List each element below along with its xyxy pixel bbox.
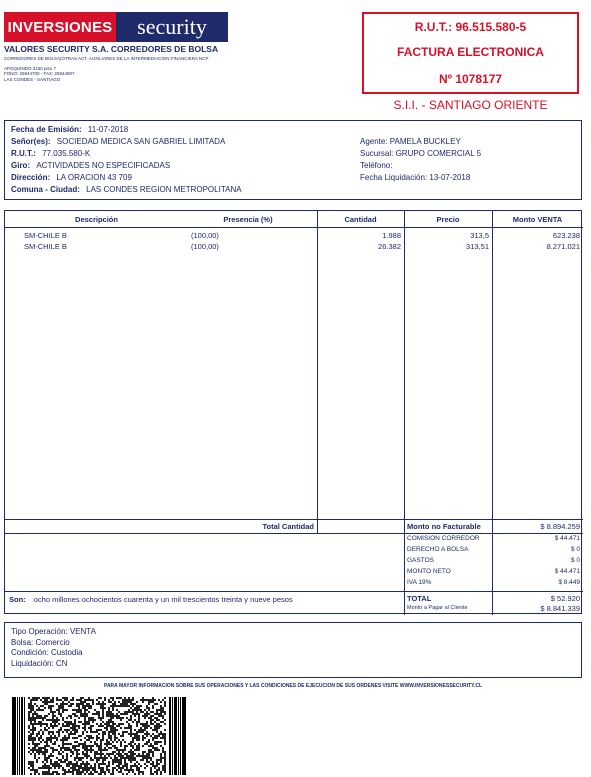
row-precio: 313,51 bbox=[466, 242, 489, 251]
comuna-row bbox=[11, 185, 242, 194]
pdf417-barcode bbox=[12, 697, 186, 775]
charge-value: $ 0 bbox=[570, 546, 580, 553]
monto-no-facturable-label: Monto no Facturable bbox=[407, 522, 481, 531]
client-name-value: SOCIEDAD MEDICA SAN GABRIEL LIMITADA bbox=[56, 137, 226, 146]
son-divider bbox=[5, 591, 583, 592]
giro-label: Giro: bbox=[11, 161, 31, 170]
charge-value: $ 44.471 bbox=[554, 568, 580, 575]
settlement-date: Fecha Liquidación: 13-07-2018 bbox=[360, 173, 471, 182]
total-cantidad-label: Total Cantidad bbox=[262, 522, 314, 531]
row-cantidad: 1.988 bbox=[382, 231, 401, 240]
comuna-label: Comuna - Ciudad: bbox=[11, 185, 80, 194]
issuer-rut: R.U.T.: 96.515.580-5 bbox=[414, 20, 527, 34]
operation-type: Tipo Operación: VENTA bbox=[11, 627, 96, 636]
settlement: Liquidación: CN bbox=[11, 658, 68, 668]
charge-value: $ 0 bbox=[570, 557, 580, 564]
logo-part-inversiones: INVERSIONES bbox=[4, 12, 116, 42]
header-precio: Precio bbox=[436, 215, 460, 224]
row-monto: 623.238 bbox=[552, 231, 580, 240]
items-table bbox=[4, 210, 582, 614]
pay-to-client-label: Monto a Pagar al Cliente bbox=[407, 605, 468, 611]
total-value: $ 52.920 bbox=[550, 594, 580, 603]
agent: Agente: PAMELA BUCKLEY bbox=[360, 137, 461, 146]
address-line-2: FONO: 25844700 - FAX: 25844807 bbox=[4, 71, 75, 77]
totals-divider bbox=[5, 533, 583, 534]
address-label: Dirección: bbox=[11, 173, 51, 182]
charge-value: $ 44.471 bbox=[554, 535, 580, 542]
giro-row bbox=[11, 161, 170, 170]
header-monto: Monto VENTA bbox=[512, 215, 563, 224]
pay-to-client-value: $ 8.841.339 bbox=[540, 604, 580, 613]
condition: Condición: Custodia bbox=[11, 648, 83, 657]
issue-date-value: 11-07-2018 bbox=[87, 125, 129, 134]
exchange: Bolsa: Comercio bbox=[11, 637, 70, 647]
invoice-number: Nº 1078177 bbox=[438, 72, 503, 86]
header-descripcion: Descripción bbox=[75, 215, 118, 224]
rut-box bbox=[362, 12, 579, 94]
client-header bbox=[4, 120, 582, 200]
header-cantidad: Cantidad bbox=[344, 215, 377, 224]
row-descripcion: SM-CHILE B bbox=[24, 231, 67, 240]
company-subtitle: CORREDORES DE BOLSA(OTRAS ACT. AUXILIARES DE LA INTERMEDIACION FINANCIERA NCP bbox=[4, 56, 209, 61]
client-rut-value: 77.035.580-K bbox=[42, 149, 91, 158]
monto-no-facturable-value: $ 8.894.259 bbox=[540, 522, 580, 531]
charge-label: IVA 19% bbox=[407, 579, 432, 586]
comuna-value: LAS CONDES REGION METROPOLITANA bbox=[86, 185, 242, 194]
issue-date-row bbox=[11, 125, 128, 134]
charge-value: $ 8.449 bbox=[558, 579, 580, 586]
info-line: PARA MAYOR INFORMACION SOBRE SUS OPERACIONES Y LAS CONDICIONES DE EJECUCION DE SUS ORDENES VISITE WWW.INVERSIONESSECURITY.CL bbox=[103, 683, 482, 689]
address-line-1: APOQUINDO 3150 piso 7 bbox=[4, 66, 57, 71]
phone: Teléfono: bbox=[360, 161, 393, 170]
row-presencia: (100,00) bbox=[191, 242, 219, 251]
company-name: VALORES SECURITY S.A. CORREDORES DE BOLSA bbox=[4, 44, 219, 54]
row-cantidad: 26.382 bbox=[378, 242, 401, 251]
operation-details bbox=[4, 622, 582, 678]
logo-part-security: security bbox=[116, 12, 228, 42]
sii-office: S.I.I. - SANTIAGO ORIENTE bbox=[393, 98, 548, 112]
client-name-label: Señor(es): bbox=[11, 137, 51, 146]
header-presencia: Presencia (%) bbox=[223, 215, 273, 224]
row-descripcion: SM-CHILE B bbox=[24, 242, 67, 251]
address-line-3: LAS CONDES - SANTIAGO bbox=[4, 76, 61, 82]
client-rut-label: R.U.T.: bbox=[11, 149, 36, 158]
branch: Sucursal: GRUPO COMERCIAL 5 bbox=[360, 149, 482, 158]
document-type: FACTURA ELECTRONICA bbox=[397, 45, 544, 59]
charge-label: GASTOS bbox=[407, 557, 434, 564]
row-precio: 313,5 bbox=[470, 231, 489, 240]
son-label: Son: bbox=[9, 595, 26, 604]
row-presencia: (100,00) bbox=[191, 231, 219, 240]
col-divider bbox=[317, 211, 318, 533]
client-name-row bbox=[11, 137, 225, 146]
giro-value: ACTIVIDADES NO ESPECIFICADAS bbox=[36, 161, 171, 170]
header-divider bbox=[5, 227, 583, 228]
col-divider bbox=[492, 211, 493, 615]
son-value: ocho millones ochocientos cuarenta y un mil trescientos treinta y nueve pesos bbox=[33, 595, 293, 604]
issue-date-label: Fecha de Emisión: bbox=[11, 125, 82, 134]
charge-label: DERECHO A BOLSA bbox=[407, 546, 469, 553]
client-rut-row bbox=[11, 149, 90, 158]
col-divider bbox=[404, 211, 405, 615]
company-logo bbox=[4, 12, 228, 42]
address-row bbox=[11, 173, 132, 182]
row-monto: 8.271.021 bbox=[546, 242, 580, 251]
address-value: LA ORACION 43 709 bbox=[56, 173, 132, 182]
charge-label: COMISION CORREDOR bbox=[407, 535, 480, 542]
total-label: TOTAL bbox=[407, 594, 432, 603]
charge-label: MONTO NETO bbox=[407, 568, 451, 575]
amount-in-words bbox=[9, 595, 293, 604]
company-address bbox=[4, 66, 75, 82]
totals-divider bbox=[5, 519, 583, 520]
